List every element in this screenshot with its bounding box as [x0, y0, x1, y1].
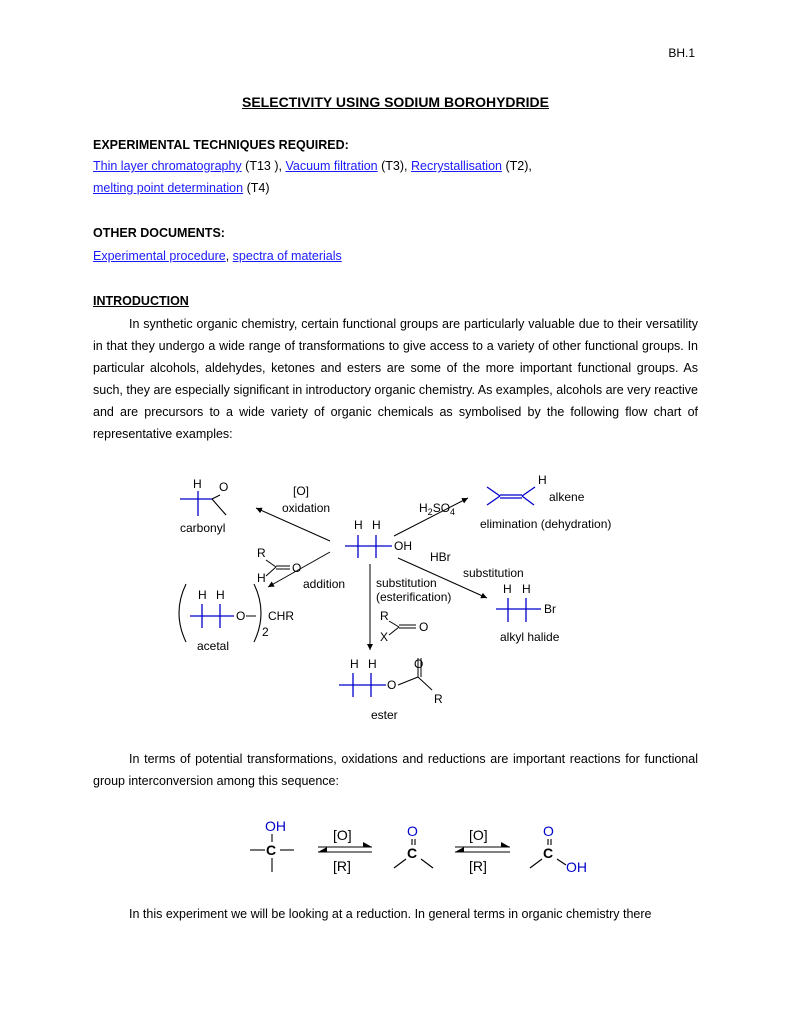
aldehyde-h: H: [257, 571, 266, 585]
aldehyde-r: R: [257, 546, 266, 560]
elimination-label: elimination (dehydration): [480, 517, 612, 531]
alkyl-halide-structure: [496, 582, 560, 644]
ester-structure: [339, 657, 443, 722]
acetal-o: O: [236, 609, 246, 623]
redox-acid-oh: OH: [566, 859, 587, 875]
link-spectra-of-materials[interactable]: spectra of materials: [232, 249, 342, 263]
alkene-h: H: [538, 473, 547, 487]
halide-h2: H: [522, 582, 531, 596]
introduction-heading: INTRODUCTION: [93, 294, 189, 308]
redox-red-1: [R]: [333, 858, 351, 874]
carbonyl-o: O: [219, 480, 229, 494]
link-recrystallisation[interactable]: Recrystallisation: [410, 159, 502, 173]
acetal-h1: H: [198, 588, 207, 602]
introduction-paragraph: [93, 313, 698, 445]
acid-halide-reagent: [380, 609, 428, 644]
redox-red-2: [R]: [469, 858, 487, 874]
alcohol-reactions-scheme: [0, 460, 791, 730]
redox-ketone-c: C: [407, 845, 418, 861]
redox-alcohol-c: C: [266, 842, 277, 858]
carbonyl-structure: [180, 477, 228, 535]
redox-acid-o: O: [543, 823, 554, 839]
central-alcohol: [345, 518, 412, 558]
acetal-chr: CHR: [268, 609, 294, 623]
acid-halide-r: R: [380, 609, 389, 623]
ester-r: R: [434, 692, 443, 706]
h2so4-reagent: $H_2SO_4$: [419, 501, 456, 517]
other-docs-separator: ,: [225, 249, 233, 263]
halide-br: Br: [544, 602, 556, 616]
techniques-heading: EXPERIMENTAL TECHNIQUES REQUIRED:: [93, 138, 349, 152]
acetal-subscript: 2: [262, 625, 269, 639]
carbonyl-h: H: [193, 477, 202, 491]
redox-ox-1: [O]: [333, 827, 352, 843]
acid-halide-x: X: [380, 630, 389, 644]
ester-label: ester: [371, 708, 398, 722]
document-title: SELECTIVITY USING SODIUM BOROHYDRIDE: [242, 94, 549, 110]
redox-intro-paragraph: [93, 748, 698, 792]
other-documents-heading: OTHER DOCUMENTS:: [93, 226, 225, 240]
esterification-label-1: substitution: [376, 576, 437, 590]
oxidation-reagent: [O]: [293, 484, 310, 498]
redox-ox-2: [O]: [469, 827, 488, 843]
alcohol-h1: H: [354, 518, 363, 532]
addition-label: addition: [303, 577, 346, 591]
esterification-label-2: (esterification): [376, 590, 452, 604]
technique-code-t13: (T13 ),: [241, 159, 286, 173]
acetal-label: acetal: [197, 639, 230, 653]
reduction-paragraph: [93, 903, 698, 925]
link-thin-layer-chromatography[interactable]: Thin layer chromatography: [93, 159, 242, 173]
redox-sequence: [0, 812, 791, 887]
alcohol-h2: H: [372, 518, 381, 532]
link-melting-point-determination[interactable]: melting point determination: [93, 181, 244, 195]
alkyl-halide-label: alkyl halide: [500, 630, 560, 644]
acetal-structure: [179, 584, 294, 653]
redox-ketone-o: O: [407, 823, 418, 839]
reduction-text: In this experiment we will be looking at a reduction. In general terms in organic chemistry there: [129, 907, 652, 921]
halide-h1: H: [503, 582, 512, 596]
technique-code-t4: (T4): [243, 181, 270, 195]
arrow-elimination: [394, 498, 468, 536]
introduction-text: In synthetic organic chemistry, certain functional groups are particularly valuable due to their versatility in that they undergo a wide range of transformations to give access to a variety of other functional groups. In particular alcohols, aldehydes, ketones and esters are some of the more important functional groups. As such, they are especially significant in introductory organic chemistry. As examples, alcohols are very reactive and are precursors to a wide variety of organic chemicals as symbolised by the following flow chart of representative examples:: [93, 317, 698, 441]
ester-o-link: O: [387, 678, 397, 692]
alcohol-oh: OH: [394, 539, 412, 553]
substitution-label: substitution: [463, 566, 524, 580]
aldehyde-reagent: [257, 546, 301, 585]
alkene-structure: [487, 473, 585, 505]
techniques-line-2: [93, 181, 269, 195]
other-documents-line: [93, 249, 342, 263]
technique-code-t2: (T2),: [501, 159, 532, 173]
carbonyl-label: carbonyl: [180, 521, 226, 535]
technique-code-t3: (T3),: [377, 159, 411, 173]
ester-h2: H: [368, 657, 377, 671]
alkene-label: alkene: [549, 490, 585, 504]
ester-h1: H: [350, 657, 359, 671]
link-vacuum-filtration[interactable]: Vacuum filtration: [285, 159, 378, 173]
hbr-reagent: HBr: [430, 550, 451, 564]
ester-o-carbonyl: O: [414, 657, 424, 671]
link-experimental-procedure[interactable]: Experimental procedure: [93, 249, 226, 263]
acid-halide-o: O: [419, 620, 429, 634]
redox-acid-c: C: [543, 845, 554, 861]
page-id: BH.1: [668, 46, 695, 60]
redox-alcohol-oh: OH: [265, 818, 286, 834]
acetal-h2: H: [216, 588, 225, 602]
redox-intro-text: In terms of potential transformations, oxidations and reductions are important reactions for functional group interconversion among this sequence:: [93, 752, 698, 788]
techniques-line-1: [93, 159, 532, 173]
oxidation-label: oxidation: [282, 501, 331, 515]
aldehyde-o: O: [292, 561, 302, 575]
